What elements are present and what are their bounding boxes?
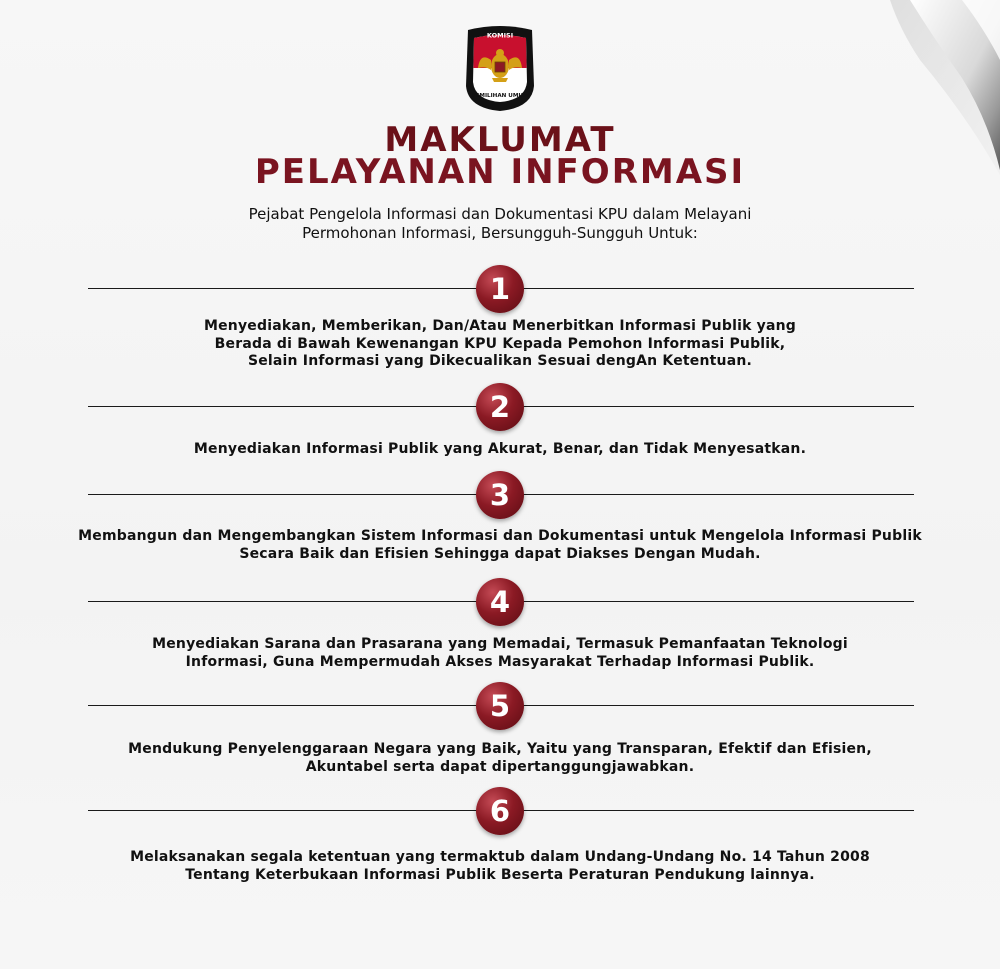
intro-line-2: Permohonan Informasi, Bersungguh-Sungguh Untuk:: [302, 224, 698, 242]
list-item-6-line: Melaksanakan segala ketentuan yang termaktub dalam Undang-Undang No. 14 Tahun 2008: [130, 849, 870, 865]
list-item-4: [60, 636, 940, 671]
title-line-2: PELAYANAN INFORMASI: [254, 152, 746, 192]
list-item-2-line: Menyediakan Informasi Publik yang Akurat, Benar, dan Tidak Menyesatkan.: [193, 441, 807, 457]
list-item-3-line: Membangun dan Mengembangkan Sistem Informasi dan Dokumentasi untuk Mengelola Informasi Publik: [78, 528, 922, 544]
list-item-3: [60, 528, 940, 563]
list-item-5-line: Akuntabel serta dapat dipertanggungjawabkan.: [305, 758, 695, 775]
logo-text-top: KOMISI: [486, 31, 514, 40]
number-badge-5: 5: [476, 682, 524, 730]
list-item-4-line: Informasi, Guna Mempermudah Akses Masyarakat Terhadap Informasi Publik.: [185, 653, 815, 670]
title-line-1: MAKLUMAT: [384, 120, 616, 160]
list-item-1-line: Berada di Bawah Kewenangan KPU Kepada Pemohon Informasi Publik,: [214, 335, 786, 352]
number-badge-2: 2: [476, 383, 524, 431]
kpu-logo: [462, 24, 538, 112]
intro-text: [150, 205, 850, 243]
list-item-1-line: Menyediakan, Memberikan, Dan/Atau Menerbitkan Informasi Publik yang: [203, 318, 797, 334]
list-item-6-line: Tentang Keterbukaan Informasi Publik Beserta Peraturan Pendukung lainnya.: [185, 866, 815, 883]
list-item-4-line: Menyediakan Sarana dan Prasarana yang Memadai, Termasuk Pemanfaatan Teknologi: [152, 636, 848, 652]
logo-text-bottom: PEMILIHAN UMUM: [471, 93, 529, 99]
intro-line-1: Pejabat Pengelola Informasi dan Dokumentasi KPU dalam Melayani: [248, 205, 752, 223]
list-item-3-line: Secara Baik dan Efisien Sehingga dapat Diakses Dengan Mudah.: [239, 545, 761, 562]
number-badge-6: 6: [476, 787, 524, 835]
list-item-1-line: Selain Informasi yang Dikecualikan Sesuai dengAn Ketentuan.: [247, 353, 753, 369]
list-item-2: [60, 441, 940, 459]
number-badge-1: 1: [476, 265, 524, 313]
list-item-1: [60, 318, 940, 371]
list-item-6: [60, 849, 940, 884]
list-item-5-line: Mendukung Penyelenggaraan Negara yang Baik, Yaitu yang Transparan, Efektif dan Efisien,: [128, 741, 872, 757]
list-item-5: [60, 741, 940, 776]
number-badge-4: 4: [476, 578, 524, 626]
number-badge-3: 3: [476, 471, 524, 519]
